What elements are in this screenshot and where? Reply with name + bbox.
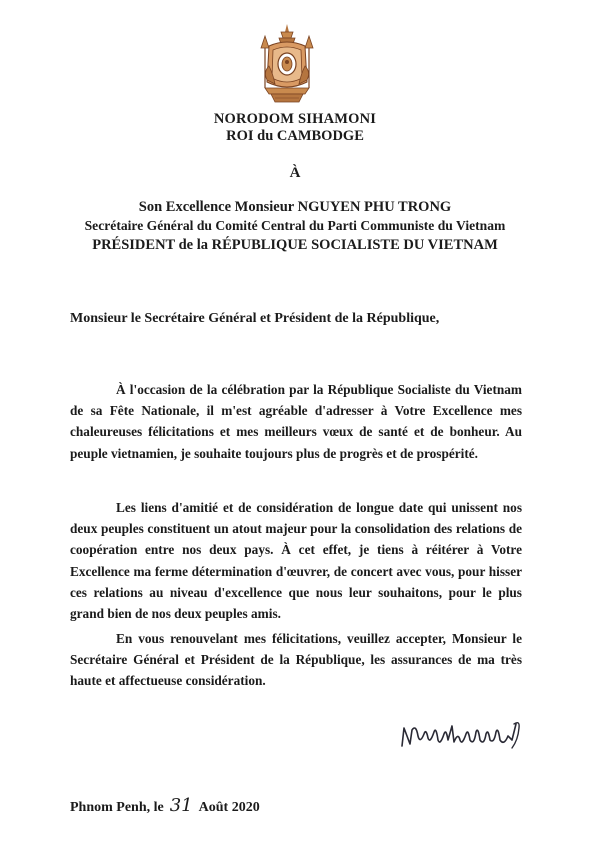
sender-name: NORODOM SIHAMONI (213, 111, 377, 127)
sender-title: ROI du CAMBODGE (226, 128, 364, 144)
date-place: Phnom Penh, le (70, 800, 164, 815)
salutation: Monsieur le Secrétaire Général et Président de la République, (70, 311, 440, 326)
date-month-year: Août 2020 (198, 800, 260, 815)
date-day-handwritten: 31 (169, 795, 193, 816)
handwritten-signature (398, 718, 524, 754)
recipient-name: Son Excellence Monsieur NGUYEN PHU TRONG (138, 199, 452, 215)
addressed-to: À (289, 165, 301, 181)
body-paragraph-1: À l'occasion de la célébration par la République Socialiste du Vietnam de sa Fête Nationale, il m'est agréable d'adresser à Votre Excellence mes chaleureuses félicitations et mes meilleurs vœux de santé et de bonheur. Au peuple vietnamien, je souhaite toujours plus de progrès et de prospérité. (70, 382, 522, 461)
date-line (70, 795, 260, 816)
royal-arms-emblem (255, 22, 319, 106)
recipient-party-title: Secrétaire Général du Comité Central du Parti Communiste du Vietnam (84, 218, 506, 233)
recipient-state-title: PRÉSIDENT de la RÉPUBLIQUE SOCIALISTE DU VIETNAM (92, 237, 498, 253)
body-paragraph-2: Les liens d'amitié et de considération de longue date qui unissent nos deux peuples constituent un atout majeur pour la consolidation des relations de coopération entre nos deux pays. À cet effet, je tiens à réitérer à Votre Excellence ma ferme détermination d'œuvrer, de concert avec vous, pour hisser ces relations au niveau d'excellence que nous leur souhaitons, pour le plus grand bien de nos deux peuples amis. (70, 500, 522, 622)
body-paragraph-3: En vous renouvelant mes félicitations, veuillez accepter, Monsieur le Secrétaire Général et Président de la République, les assurances de ma très haute et affectueuse considération. (70, 631, 522, 689)
